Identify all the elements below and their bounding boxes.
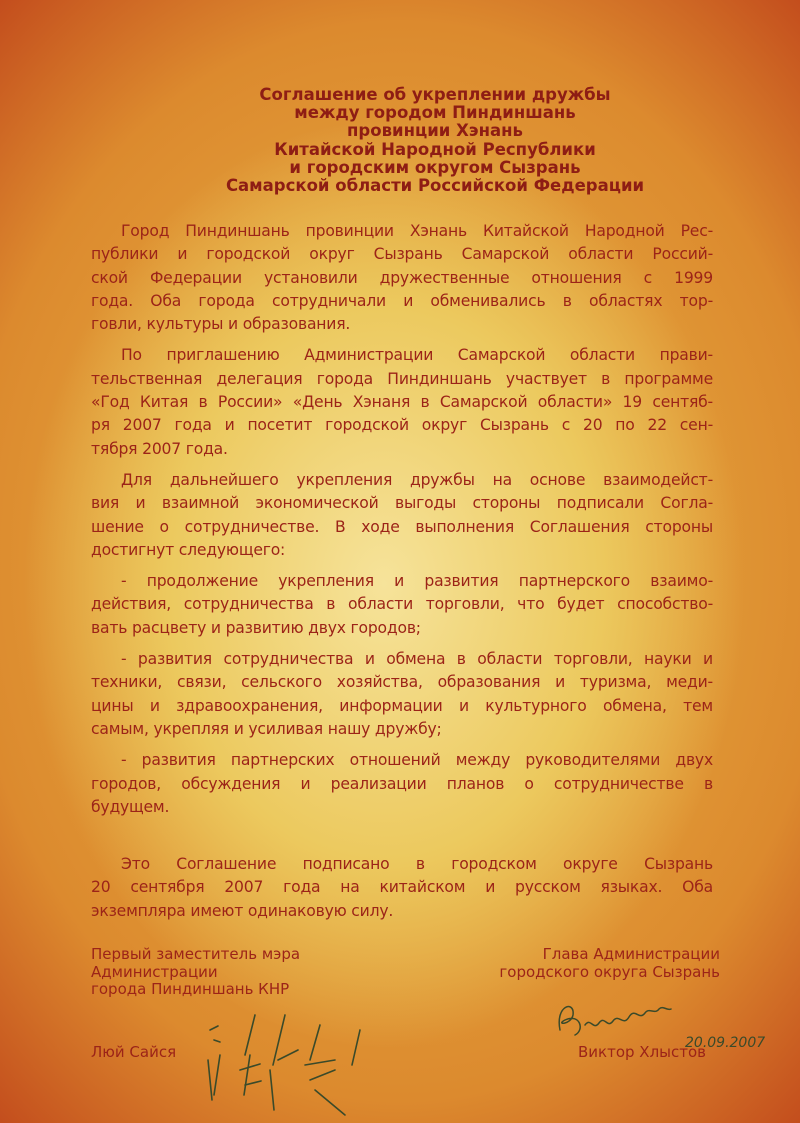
paragraph — [91, 220, 713, 336]
signatory-right-position — [499, 946, 720, 981]
text-line: года. Оба города сотрудничали и обменивались в областях тор- — [91, 291, 713, 310]
paragraph — [91, 749, 713, 819]
text-line: По приглашению Администрации Самарской области прави- — [121, 346, 713, 365]
text-line: цины и здравоохранения, информации и культурного обмена, тем — [91, 696, 713, 715]
text-line: вать расцвету и развитию двух городов; — [91, 618, 421, 637]
text-line: - продолжение укрепления и развития партнерского взаимо- — [121, 572, 713, 591]
text-line: 20 сентября 2007 года на китайском и русском языках. Оба — [91, 878, 713, 897]
text-line: тября 2007 года. — [91, 439, 228, 458]
text-line: ской Федерации установили дружественные отношения с 1999 — [91, 268, 713, 287]
handwritten-date: 20.09.2007 — [685, 1035, 766, 1051]
text-line: будущем. — [91, 797, 170, 816]
signature-left — [200, 1010, 380, 1120]
paragraph — [91, 570, 713, 640]
position-line: Первый заместитель мэра — [91, 945, 301, 963]
position-line: Администрации — [91, 962, 218, 981]
paragraph — [91, 469, 713, 562]
text-line: Для дальнейшего укрепления дружбы на основе взаимодейст- — [121, 470, 713, 489]
position-line: Глава Администрации — [542, 945, 720, 963]
text-line: самым, укрепляя и усиливая нашу дружбу; — [91, 719, 442, 738]
text-line: - развития партнерских отношений между руководителями двух — [121, 751, 713, 770]
text-line: публики и городской округ Сызрань Самарской области Россий- — [91, 245, 713, 264]
title-line: провинции Хэнань — [347, 121, 523, 141]
title-line: между городом Пиндиншань — [294, 103, 576, 123]
signatory-left-position — [91, 946, 300, 999]
text-line: ря 2007 года и посетит городской округ Сызрань с 20 по 22 сен- — [91, 416, 713, 435]
text-line: городов, обсуждения и реализации планов о сотрудничестве в — [91, 774, 713, 793]
text-line: тельственная делегация города Пиндиншань участвует в программе — [91, 369, 713, 388]
signatory-left-name: Люй Сайся — [91, 1043, 177, 1061]
paragraph — [91, 344, 713, 460]
text-line: шение о сотрудничестве. В ходе выполнения Соглашения стороны — [91, 517, 713, 536]
position-line: города Пиндиншань КНР — [91, 980, 290, 998]
text-line: вия и взаимной экономической выгоды стороны подписали Согла- — [91, 494, 713, 513]
title-line: Самарской области Российской Федерации — [225, 176, 645, 196]
text-line: «Год Китая в России» «День Хэнаня в Самарской области» 19 сентяб- — [91, 393, 713, 412]
document-body — [91, 220, 713, 931]
paragraph — [91, 648, 713, 741]
document-title — [130, 86, 740, 195]
text-line: Город Пиндиншань провинции Хэнань Китайской Народной Рес- — [121, 222, 713, 240]
title-line: и городским округом Сызрань — [289, 157, 581, 177]
text-line: экземпляра имеют одинаковую силу. — [91, 901, 394, 920]
title-line: Китайской Народной Республики — [274, 139, 596, 159]
text-line: Это Соглашение подписано в городском округе Сызрань — [121, 855, 713, 874]
title-line: Соглашение об укреплении дружбы — [259, 85, 611, 104]
signature-right — [545, 995, 775, 1055]
position-line: городского округа Сызрань — [499, 962, 720, 981]
text-line: техники, связи, сельского хозяйства, образования и туризма, меди- — [91, 673, 713, 692]
text-line: действия, сотрудничества в области торговли, что будет способство- — [91, 595, 713, 614]
paragraph — [91, 853, 713, 923]
text-line: говли, культуры и образования. — [91, 315, 351, 334]
text-line: - развития сотрудничества и обмена в области торговли, науки и — [121, 650, 713, 669]
text-line: достигнут следующего: — [91, 540, 286, 559]
signatory-right-name: Виктор Хлыстов — [578, 1043, 707, 1061]
